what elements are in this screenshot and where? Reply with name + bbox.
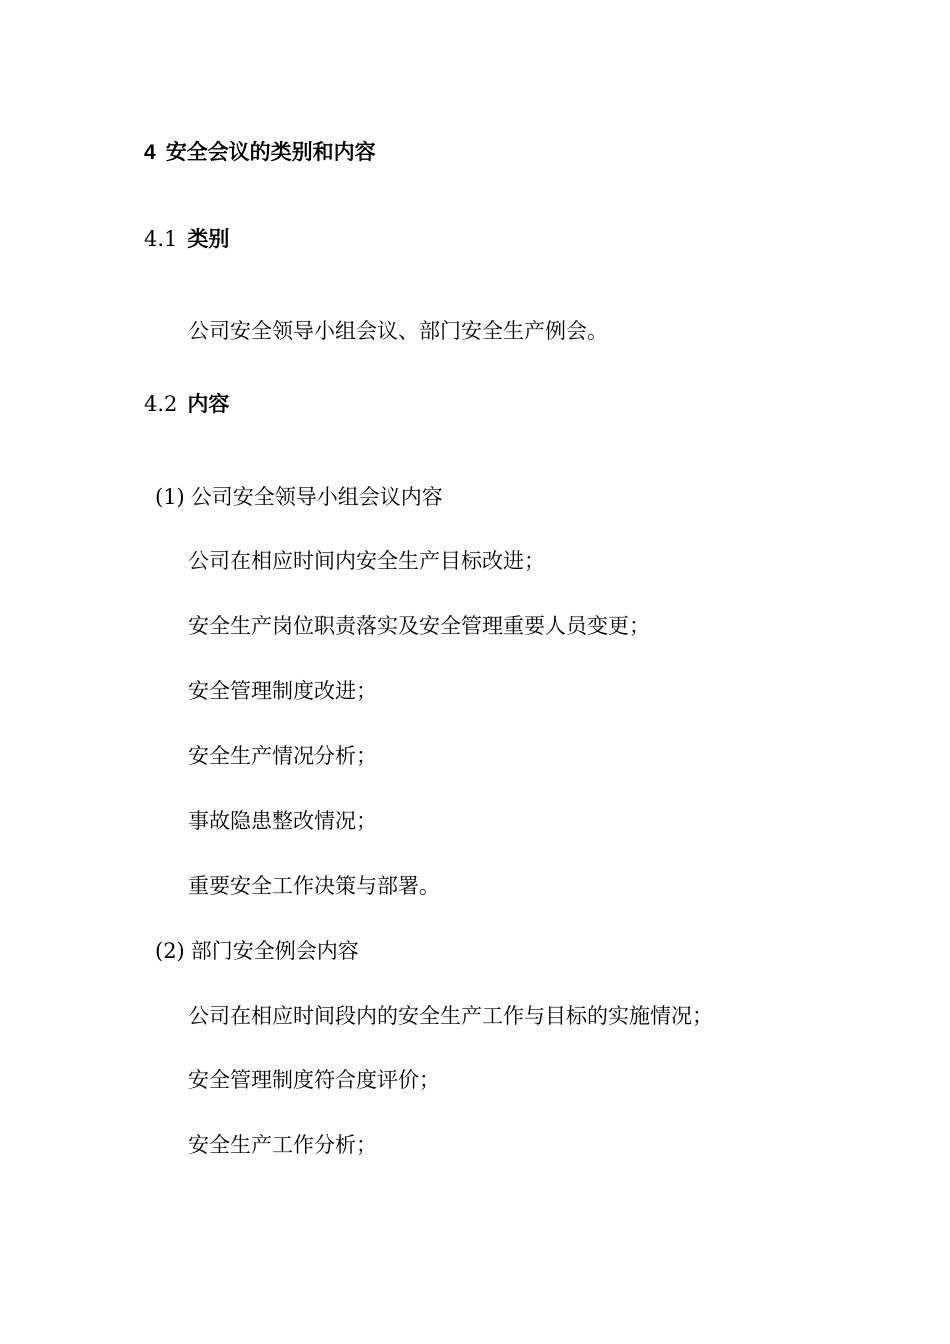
- list-marker: (2): [155, 939, 185, 963]
- list-item: 公司在相应时间内安全生产目标改进；: [188, 549, 545, 573]
- list-item: 安全生产岗位职责落实及安全管理重要人员变更；: [188, 614, 650, 638]
- paragraph-categories: 公司安全领导小组会议、部门安全生产例会。: [188, 319, 608, 343]
- list-heading-title: 部门安全例会内容: [190, 939, 359, 963]
- subsection-number: 4.2: [144, 392, 178, 416]
- list-item: 安全管理制度改进；: [188, 679, 377, 703]
- subsection-heading-4-2: [144, 391, 229, 417]
- list-heading-title: 公司安全领导小组会议内容: [190, 485, 443, 509]
- list-item: 安全生产情况分析；: [188, 744, 377, 768]
- subsection-title: 类别: [187, 227, 230, 251]
- list-heading-part2: [155, 938, 359, 964]
- subsection-title: 内容: [187, 392, 230, 416]
- list-item: 安全管理制度符合度评价；: [188, 1068, 440, 1092]
- subsection-number: 4.1: [144, 227, 178, 251]
- list-marker: (1): [155, 485, 185, 509]
- list-item: 重要安全工作决策与部署。: [188, 874, 440, 898]
- subsection-heading-4-1: [144, 226, 229, 252]
- section-number: 4: [144, 141, 156, 164]
- section-title: 安全会议的类别和内容: [165, 140, 376, 164]
- list-item: 安全生产工作分析；: [188, 1133, 377, 1157]
- list-heading-part1: [155, 484, 443, 510]
- section-heading-4: [144, 139, 376, 166]
- list-item: 公司在相应时间段内的安全生产工作与目标的实施情况；: [188, 1004, 713, 1028]
- list-item: 事故隐患整改情况；: [188, 809, 377, 833]
